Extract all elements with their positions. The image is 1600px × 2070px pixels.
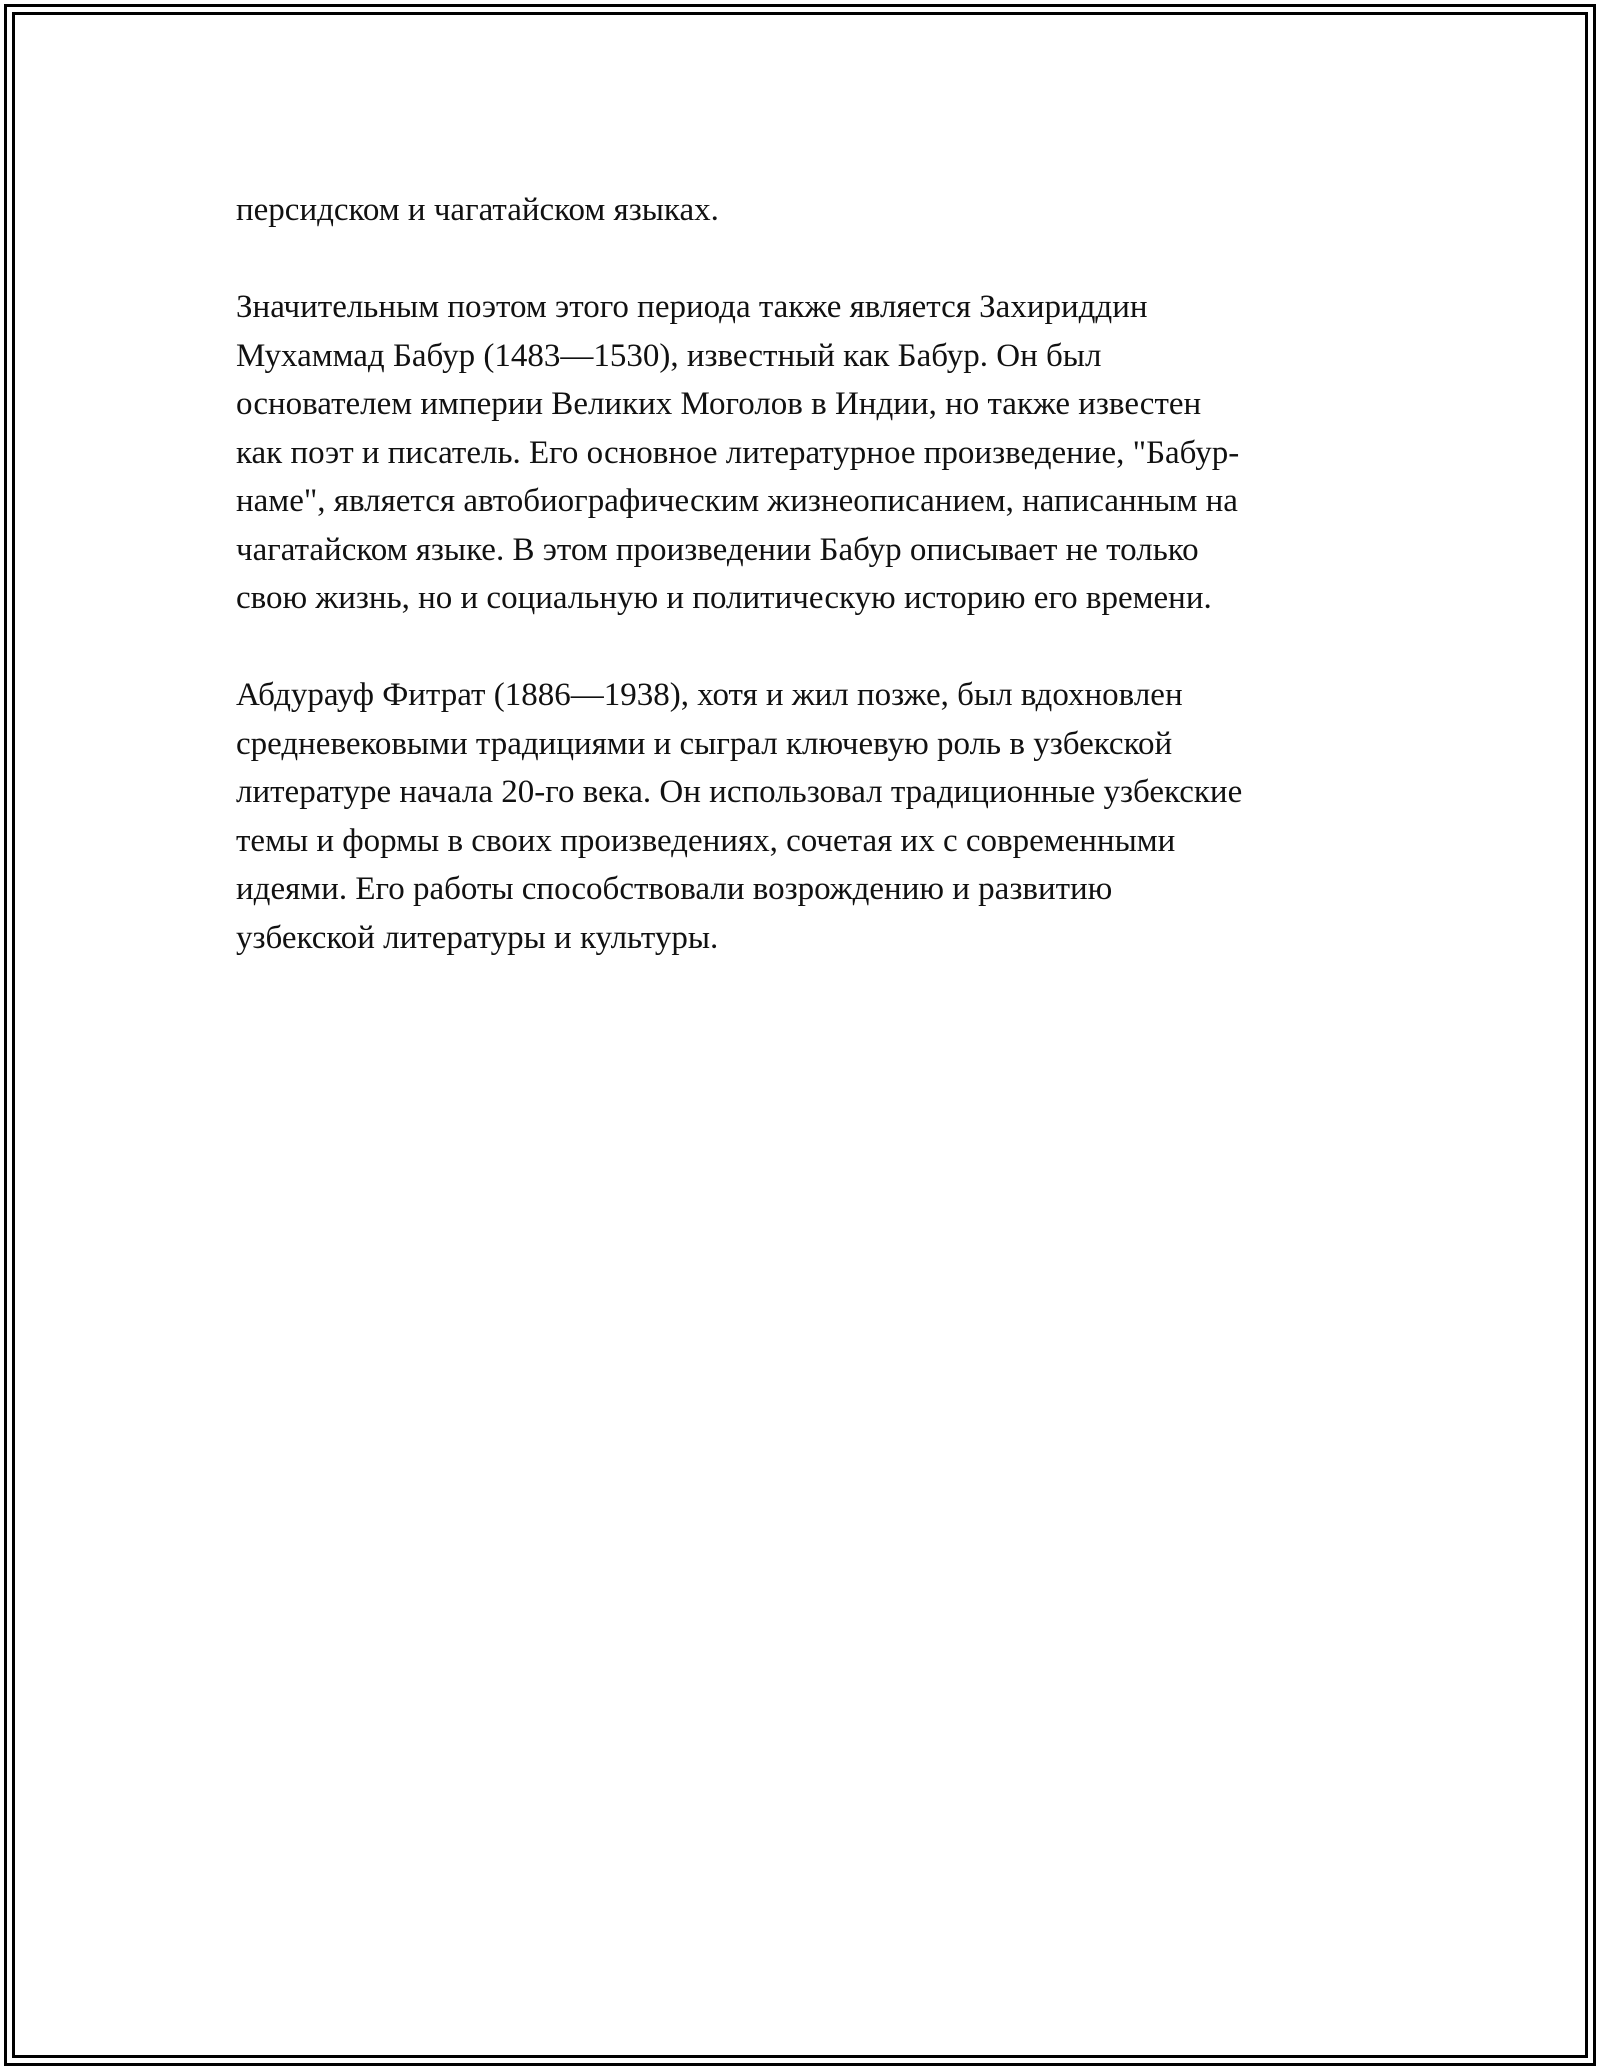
paragraph-1 [236,186,1386,235]
text-line: средневековыми традициями и сыграл ключевую роль в узбекской [236,725,1173,762]
text-line: темы и формы в своих произведениях, сочетая их с современными [236,822,1176,859]
paragraph-2 [236,283,1386,623]
text-line: персидском и чагатайском языках. [236,192,719,228]
text-line: узбекской литературы и культуры. [236,919,719,956]
text-line: Абдурауф Фитрат (1886—1938), хотя и жил позже, был вдохновлен [236,677,1183,713]
paragraph-gap [236,235,1386,284]
text-line: свою жизнь, но и социальную и политическую историю его времени. [236,580,1212,616]
text-line: Мухаммад Бабур (1483—1530), известный как Бабур. Он был [236,337,1102,374]
text-line: идеями. Его работы способствовали возрождению и развитию [236,871,1113,907]
paragraph-3 [236,671,1386,962]
text-line: чагатайском языке. В этом произведении Бабур описывает не только [236,531,1199,568]
text-line: литературе начала 20-го века. Он использовал традиционные узбекские [236,774,1243,810]
document-body [236,186,1386,962]
paragraph-gap [236,623,1386,672]
text-line: основателем империи Великих Моголов в Индии, но также известен [236,386,1202,422]
text-line: Значительным поэтом этого периода также является Захириддин [236,289,1148,325]
text-line: как поэт и писатель. Его основное литературное произведение, "Бабур- [236,434,1240,471]
text-line: наме", является автобиографическим жизнеописанием, написанным на [236,483,1238,519]
